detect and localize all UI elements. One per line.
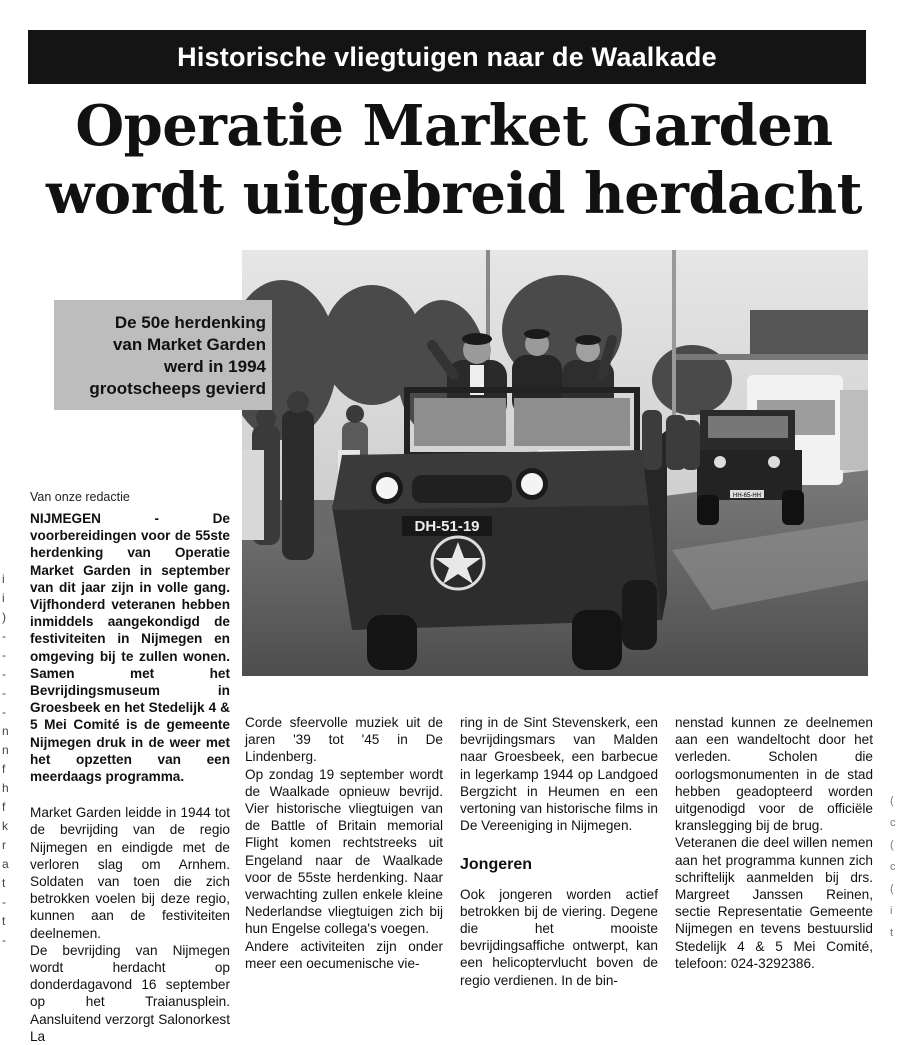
margin-char: - xyxy=(2,629,6,643)
pull-quote-box xyxy=(54,300,272,410)
paragraph: ring in de Sint Stevenskerk, een bevrijdingsmars van Malden naar Groesbeek, een barbecue in legerkamp 1944 op Landgoed Bergzicht in Heumen en een vertoning van historische films in De Vereeniging in Nijmegen. xyxy=(460,715,658,834)
margin-char: ( xyxy=(890,883,894,895)
margin-char: - xyxy=(2,895,6,909)
margin-char: f xyxy=(2,762,6,776)
paragraph: Andere activiteiten zijn onder meer een oecumenische vie- xyxy=(245,938,443,971)
paragraph: Ook jongeren worden actief betrokken bij de viering. Degene die het mooiste bevrijdingsaffiche ontwerpt, kan een helicoptervlucht boven de regio verdienen. In de bin- xyxy=(460,886,658,988)
margin-char: a xyxy=(2,857,9,871)
margin-char: i xyxy=(2,591,5,605)
jeep-plate-text: HH-65-HH xyxy=(732,493,762,499)
margin-char: n xyxy=(2,724,9,738)
news-photo-veterans-amphibious-jeep xyxy=(242,250,868,676)
margin-char: - xyxy=(2,705,6,719)
paragraph: nenstad kunnen ze deelnemen aan een wandeltocht door het verleden. Scholen die oorlogsmonumenten in de stad hebben geadopteerd worden uitgenodigd voor de officiële kranslegging bij de brug. xyxy=(675,715,873,834)
margin-char: ( xyxy=(890,795,894,807)
margin-char: - xyxy=(2,933,6,947)
margin-char: t xyxy=(2,876,6,890)
pull-quote-line: grootscheeps gevierd xyxy=(89,379,266,398)
margin-char: - xyxy=(2,686,6,700)
margin-char: k xyxy=(2,819,8,833)
margin-char: - xyxy=(2,667,6,681)
license-plate-text: DH-51-19 xyxy=(414,518,480,535)
paragraph: De bevrijding van Nijmegen wordt herdacht op donderdagavond 16 september op het Traianusplein. Aansluitend verzorgt Salonorkest La xyxy=(30,942,230,1044)
article-column-4 xyxy=(675,714,873,972)
subhead-jongeren: Jongeren xyxy=(460,856,533,874)
margin-char: r xyxy=(2,838,6,852)
paragraph: Veteranen die deel willen nemen aan het programma kunnen zich schriftelijk aanmelden bij drs. Margreet Janssen Reinen, sectie Representatie Gemeente Nijmegen en tevens bestuurslid Stedelijk 4 & 5 Mei Comité, telefoon: 024-3292386. xyxy=(675,835,873,971)
margin-char: t xyxy=(890,927,894,939)
article-column-1 xyxy=(30,510,230,1045)
headline-line-1: Operatie Market Garden xyxy=(75,93,833,159)
pull-quote-line: van Market Garden xyxy=(112,335,266,354)
margin-char: c xyxy=(890,861,896,873)
kicker-banner: Historische vliegtuigen naar de Waalkade xyxy=(28,30,866,84)
article-column-2 xyxy=(245,714,443,972)
lead-paragraph: NIJMEGEN - De voorbereidingen voor de 55ste herdenking van Operatie Market Garden in september van dit jaar zijn in volle gang. Vijfhonderd veteranen hebben inmiddels aangekondigd de festiviteiten in Nijmegen en omgeving bij te zullen wonen. Samen met het Bevrijdingsmuseum in Groesbeek en het Stedelijk 4 & 5 Mei Comité is de gemeente Nijmegen druk in de weer met het opzetten van een meerdaags programma. xyxy=(30,511,230,785)
margin-char: h xyxy=(2,781,9,795)
margin-char: n xyxy=(2,743,9,757)
headline-line-2: wordt uitgebreid herdacht xyxy=(46,161,862,227)
margin-char: i xyxy=(890,905,893,917)
headline xyxy=(20,92,888,228)
margin-char: c xyxy=(890,817,896,829)
margin-char: f xyxy=(2,800,6,814)
paragraph: Corde sfeervolle muziek uit de jaren '39 tot '45 in De Lindenberg. xyxy=(245,715,443,765)
pull-quote-line: werd in 1994 xyxy=(163,357,266,376)
byline: Van onze redactie xyxy=(30,490,130,504)
margin-char: i xyxy=(2,572,5,586)
margin-char: ) xyxy=(2,610,6,624)
paragraph: Market Garden leidde in 1944 tot de bevrijding van de regio Nijmegen en eindigde met de verloren slag om Arnhem. Soldaten van toen die zich betrokken voelen bij deze regio, kunnen aan de festiviteiten deelnemen. xyxy=(30,805,230,941)
right-margin-fragments xyxy=(890,790,902,944)
pull-quote-line: De 50e herdenking xyxy=(114,313,266,332)
margin-char: - xyxy=(2,648,6,662)
paragraph: Op zondag 19 september wordt de Waalkade opnieuw bevrijd. Vier historische vliegtuigen van de Battle of Britain memorial Flight komen rechtstreeks uit Engeland naar de Waalkade voor de 55ste herdenking. Naar verwachting zullen enkele kleine Nederlandse vliegtuigen zich bij hun Engelse collega's voegen. xyxy=(245,766,443,937)
margin-char: t xyxy=(2,914,6,928)
margin-char: ( xyxy=(890,839,894,851)
article-column-3 xyxy=(460,714,658,989)
left-margin-fragments xyxy=(2,570,12,950)
